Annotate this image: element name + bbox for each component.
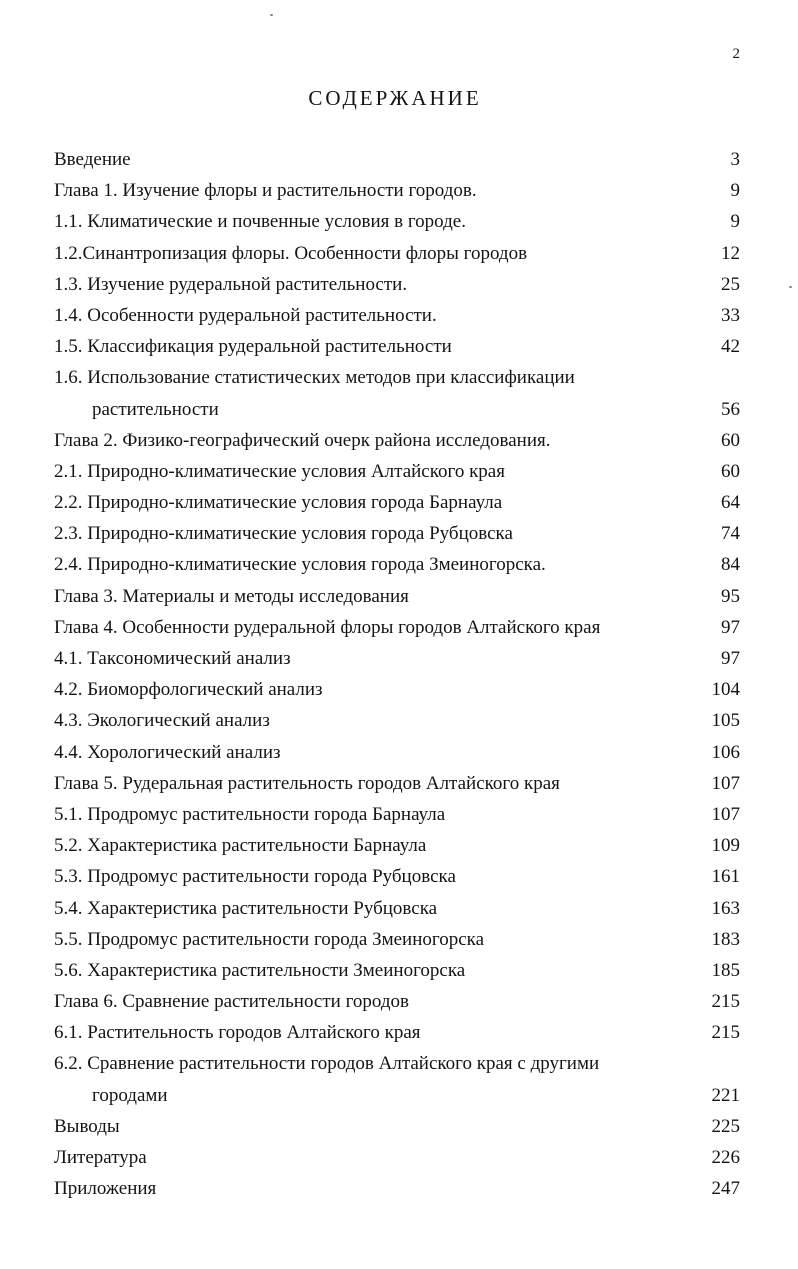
toc-entry-label: 5.6. Характеристика растительности Змеиногорска bbox=[54, 959, 466, 981]
toc-entry-label: 1.5. Классификация рудеральной растительности bbox=[54, 336, 452, 358]
toc-entry-label: растительности bbox=[92, 398, 219, 420]
toc-entry-page: 60 bbox=[721, 429, 740, 451]
toc-entry bbox=[54, 456, 740, 487]
toc-entry-page: 97 bbox=[721, 648, 740, 669]
toc-entry-page: 42 bbox=[721, 336, 740, 358]
toc-entry-label: 5.4. Характеристика растительности Рубцовска bbox=[54, 897, 438, 919]
toc-entry-page: 9 bbox=[730, 180, 740, 202]
toc-entry-label: 6.1. Растительность городов Алтайского края bbox=[54, 1022, 421, 1044]
toc-entry bbox=[54, 394, 740, 425]
toc-entry-page: 60 bbox=[721, 460, 740, 482]
toc-entry-page: 221 bbox=[711, 1084, 740, 1106]
toc-entry-label: 1.1. Климатические и почвенные условия в городе. bbox=[54, 211, 466, 233]
toc-entry-label: 2.2. Природно-климатические условия города Барнаула bbox=[54, 492, 503, 514]
toc-entry bbox=[54, 269, 740, 300]
toc-entry-label: 6.2. Сравнение растительности городов Алтайского края с другими bbox=[54, 1053, 600, 1075]
toc-entry bbox=[54, 705, 740, 736]
toc-entry-page: 95 bbox=[721, 585, 740, 607]
toc-entry bbox=[54, 643, 740, 674]
toc-entry bbox=[54, 487, 740, 518]
toc-entry-label: 2.3. Природно-климатические условия города Рубцовска bbox=[54, 523, 513, 545]
toc-entry-page: 161 bbox=[711, 866, 740, 888]
toc-entry-page: 97 bbox=[721, 616, 740, 638]
toc-entry-page: 226 bbox=[711, 1147, 740, 1168]
toc-entry bbox=[54, 518, 740, 549]
toc-entry-page: 74 bbox=[721, 523, 740, 545]
toc-entry-page: 104 bbox=[711, 679, 740, 701]
toc-entry bbox=[54, 425, 740, 456]
toc-entry bbox=[54, 300, 740, 331]
scan-speck bbox=[789, 286, 792, 288]
toc-entry bbox=[54, 362, 740, 393]
toc-entry bbox=[54, 861, 740, 892]
toc-entry bbox=[54, 768, 740, 799]
toc-entry-page: 107 bbox=[711, 772, 740, 794]
toc-entry bbox=[54, 955, 740, 986]
toc-entry bbox=[54, 1048, 740, 1079]
toc-entry-label: Глава 2. Физико-географический очерк района исследования. bbox=[54, 429, 551, 451]
toc-entry-page: 105 bbox=[711, 710, 740, 732]
toc-entry bbox=[54, 581, 740, 612]
toc-entry-page: 185 bbox=[711, 959, 740, 981]
toc-entry bbox=[54, 986, 740, 1017]
toc-entry bbox=[54, 238, 740, 269]
toc-entry-label: Введение bbox=[54, 149, 131, 170]
toc-entry-label: 5.5. Продромус растительности города Змеиногорска bbox=[54, 928, 485, 950]
page-number: 2 bbox=[732, 46, 740, 62]
toc-entry bbox=[54, 331, 740, 362]
toc-entry-label: Глава 5. Рудеральная растительность городов Алтайского края bbox=[54, 772, 560, 794]
toc-entry-label: 5.1. Продромус растительности города Барнаула bbox=[54, 803, 446, 825]
toc-entry-label: 5.2. Характеристика растительности Барнаула bbox=[54, 835, 427, 857]
toc-entry-page: 163 bbox=[711, 897, 740, 919]
page-title: СОДЕРЖАНИЕ bbox=[308, 86, 482, 110]
toc-entry-label: 1.4. Особенности рудеральной растительности. bbox=[54, 304, 437, 326]
toc-entry-label: Глава 4. Особенности рудеральной флоры городов Алтайского края bbox=[54, 616, 601, 638]
toc-entry-page: 64 bbox=[721, 492, 740, 514]
toc-entry-page: 3 bbox=[730, 149, 740, 170]
toc-entry-label: Выводы bbox=[54, 1115, 120, 1137]
toc-entry bbox=[54, 612, 740, 643]
toc-entry-page: 225 bbox=[711, 1115, 740, 1137]
toc-entry-page: 56 bbox=[721, 398, 740, 420]
toc-entry-label: 1.2.Синантропизация флоры. Особенности флоры городов bbox=[54, 242, 528, 264]
toc-entry-label: 4.2. Биоморфологический анализ bbox=[54, 679, 323, 701]
toc-entry-label: 5.3. Продромус растительности города Рубцовска bbox=[54, 866, 456, 888]
toc-entry-label: Литература bbox=[54, 1147, 147, 1168]
toc-entry bbox=[54, 893, 740, 924]
toc-entry bbox=[54, 144, 740, 175]
toc-entry-label: 2.4. Природно-климатические условия города Змеиногорска. bbox=[54, 554, 546, 576]
toc-entry-page: 12 bbox=[721, 242, 740, 264]
toc-entry bbox=[54, 549, 740, 580]
toc-entry-label: 4.1. Таксономический анализ bbox=[54, 648, 291, 669]
toc-entry bbox=[54, 1017, 740, 1048]
toc-entry bbox=[54, 830, 740, 861]
toc-entry-page: 215 bbox=[711, 991, 740, 1013]
toc-entry-label: 4.4. Хорологический анализ bbox=[54, 741, 281, 763]
toc-entry-page: 25 bbox=[721, 273, 740, 295]
toc-entry-page: 215 bbox=[711, 1022, 740, 1044]
scan-speck bbox=[270, 14, 273, 16]
toc-entry-page: 9 bbox=[730, 211, 740, 233]
toc-entry bbox=[54, 1173, 740, 1204]
toc-entry bbox=[54, 175, 740, 206]
toc-entry-label: Глава 1. Изучение флоры и растительности городов. bbox=[54, 180, 477, 202]
toc-entry-page: 84 bbox=[721, 554, 740, 576]
toc-entry-page: 106 bbox=[711, 741, 740, 763]
toc-entry-label: Глава 3. Материалы и методы исследования bbox=[54, 585, 409, 607]
toc-entry bbox=[54, 674, 740, 705]
toc-entry bbox=[54, 737, 740, 768]
toc-entry-label: городами bbox=[92, 1084, 168, 1106]
toc-entry bbox=[54, 924, 740, 955]
toc-entry bbox=[54, 1111, 740, 1142]
toc-entry-label: 4.3. Экологический анализ bbox=[54, 710, 270, 732]
toc-entry-page: 107 bbox=[711, 803, 740, 825]
toc-entry bbox=[54, 1142, 740, 1173]
toc-entry-label: 1.6. Использование статистических методов при классификации bbox=[54, 367, 575, 389]
toc-entry-page: 247 bbox=[711, 1178, 740, 1200]
toc-entry-label: 1.3. Изучение рудеральной растительности. bbox=[54, 273, 408, 295]
table-of-contents bbox=[54, 144, 740, 1204]
toc-entry bbox=[54, 799, 740, 830]
toc-entry bbox=[54, 206, 740, 237]
toc-entry-label: Приложения bbox=[54, 1178, 157, 1200]
toc-entry-label: Глава 6. Сравнение растительности городов bbox=[54, 991, 409, 1013]
toc-entry-page: 183 bbox=[711, 928, 740, 950]
toc-entry-label: 2.1. Природно-климатические условия Алтайского края bbox=[54, 460, 505, 482]
toc-entry bbox=[54, 1080, 740, 1111]
toc-entry-page: 33 bbox=[721, 304, 740, 326]
toc-entry-page: 109 bbox=[711, 835, 740, 857]
